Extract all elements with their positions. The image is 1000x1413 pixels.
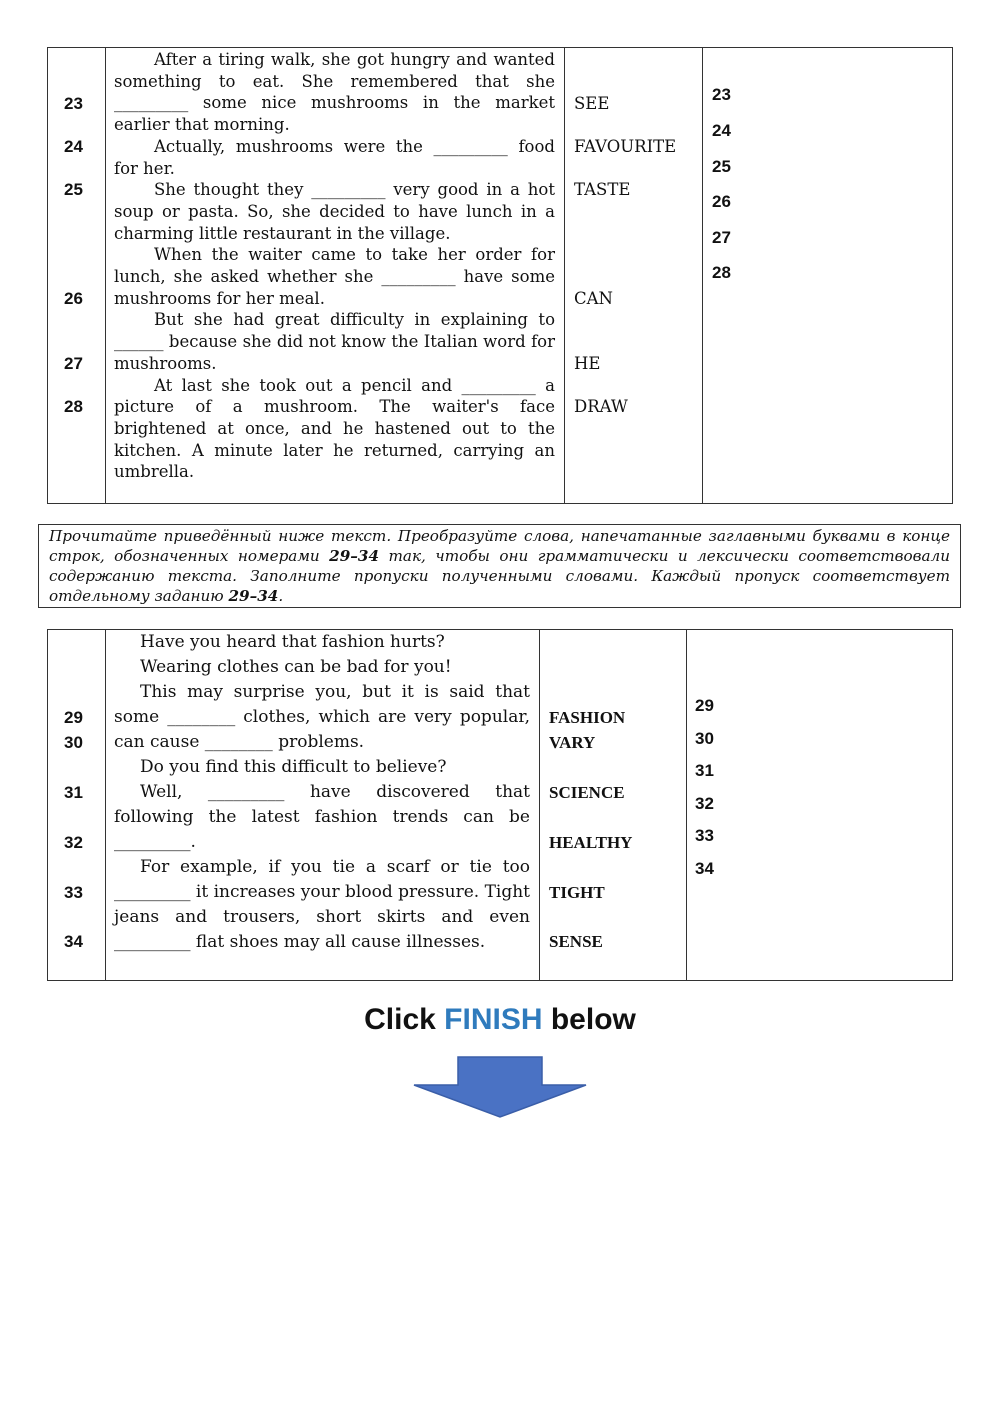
item-number: 27	[64, 354, 83, 373]
key-word: HE	[574, 354, 601, 373]
answer-field-25[interactable]: 25	[712, 157, 731, 176]
key-word: VARY	[549, 733, 596, 752]
key-word: FASHION	[549, 708, 626, 727]
paragraph: Actually, mushrooms were the _________ food for her.	[114, 136, 555, 178]
instruction-range: 29–34	[228, 587, 279, 605]
finish-highlight: FINISH	[444, 1003, 543, 1036]
paragraph: This may surprise you, but it is said that some ________ clothes, which are very popular, can cause ________ problems.	[114, 682, 530, 752]
paragraph: But she had great difficulty in explaining to ______ because she did not know the Italian word for mushrooms.	[114, 310, 555, 373]
key-word: HEALTHY	[549, 833, 633, 852]
word-column	[540, 630, 687, 980]
word-column	[565, 48, 703, 503]
paragraph: Well, _________ have discovered that following the latest fashion trends can be _________.	[114, 782, 530, 852]
answer-field-34[interactable]: 34	[695, 859, 714, 878]
item-number: 24	[64, 137, 83, 156]
exercise-table-1	[47, 47, 953, 504]
answer-field-32[interactable]: 32	[695, 794, 714, 813]
number-column	[48, 630, 106, 980]
finish-prompt	[0, 1003, 1000, 1037]
key-word: SENSE	[549, 932, 603, 951]
article-text	[114, 630, 530, 955]
answer-field-26[interactable]: 26	[712, 192, 731, 211]
item-number: 26	[64, 289, 83, 308]
paragraph: Have you heard that fashion hurts?	[140, 632, 445, 652]
instruction-range: 29–34	[329, 547, 380, 565]
item-number: 23	[64, 94, 83, 113]
paragraph: When the waiter came to take her order for lunch, she asked whether she _________ have some mushrooms for her meal.	[114, 245, 555, 308]
item-number: 32	[64, 833, 83, 852]
key-word: TIGHT	[549, 883, 605, 902]
instruction-box	[38, 524, 961, 608]
key-word: FAVOURITE	[574, 137, 677, 156]
number-column	[48, 48, 106, 503]
item-number: 34	[64, 932, 83, 951]
finish-suffix: below	[542, 1003, 636, 1036]
answer-field-33[interactable]: 33	[695, 826, 714, 845]
key-word: TASTE	[574, 180, 631, 199]
exercise-table-2	[47, 629, 953, 981]
key-word: SCIENCE	[549, 783, 625, 802]
paragraph: For example, if you tie a scarf or tie too _________ it increases your blood pressure. Tight jeans and trousers, short skirts and even _________ flat shoes may all cause illnesses.	[114, 857, 531, 952]
answer-field-28[interactable]: 28	[712, 263, 731, 282]
answer-field-31[interactable]: 31	[695, 761, 714, 780]
instruction-text: так, чтобы они грамматически и лексически соответствовали содержанию текста. Заполните пропуски полученными словами. Каждый пропуск соответствует отдельному заданию	[49, 547, 951, 605]
item-number: 25	[64, 180, 83, 199]
instruction-text: .	[278, 587, 284, 605]
answer-field-23[interactable]: 23	[712, 85, 731, 104]
paragraph: She thought they _________ very good in a hot soup or pasta. So, she decided to have lunch in a charming little restaurant in the village.	[114, 180, 555, 243]
story-text	[114, 49, 555, 483]
key-word: SEE	[574, 94, 610, 113]
paragraph: At last she took out a pencil and _________ a picture of a mushroom. The waiter's face brightened at once, and he hastened out to the kitchen. A minute later he returned, carrying an umbrella.	[114, 375, 555, 482]
finish-prefix: Click	[364, 1003, 445, 1036]
key-word: CAN	[574, 289, 613, 308]
item-number: 30	[64, 733, 83, 752]
item-number: 29	[64, 708, 83, 727]
paragraph: After a tiring walk, she got hungry and wanted something to eat. She remembered that she _________ some nice mushrooms in the market earlier that morning.	[114, 50, 555, 135]
item-number: 33	[64, 883, 83, 902]
answer-field-29[interactable]: 29	[695, 696, 714, 715]
paragraph: Wearing clothes can be bad for you!	[140, 657, 452, 677]
key-word: DRAW	[574, 397, 628, 416]
answer-field-27[interactable]: 27	[712, 228, 731, 247]
item-number: 31	[64, 783, 83, 802]
paragraph: Do you find this difficult to believe?	[140, 757, 447, 777]
item-number: 28	[64, 397, 83, 416]
answer-field-30[interactable]: 30	[695, 729, 714, 748]
instruction-text: Прочитайте приведённый ниже текст. Преобразуйте слова, напечатанные заглавными буквами в конце строк, обозначенных номерами	[49, 527, 950, 565]
down-arrow-icon	[412, 1055, 588, 1119]
answer-field-24[interactable]: 24	[712, 121, 731, 140]
